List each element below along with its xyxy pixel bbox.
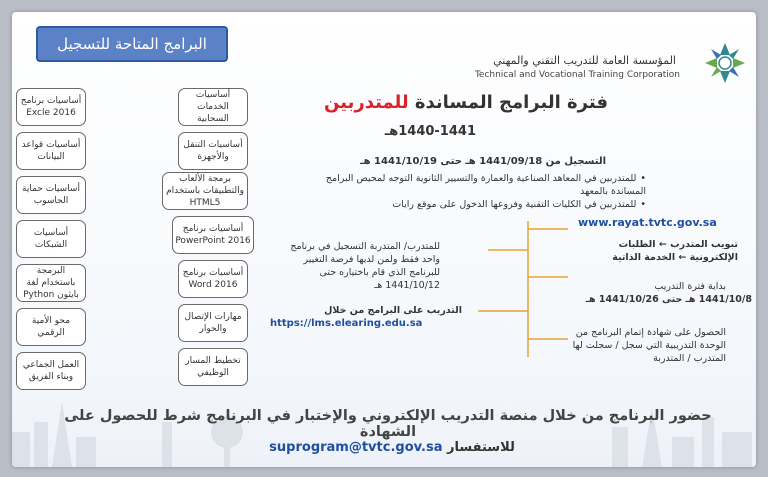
- contact-line: [222, 440, 562, 455]
- available-programs-title: البرامج المتاحة للتسجيل: [36, 26, 228, 62]
- bullet-colleges: • للمتدربين في الكليات التقنية وفروعها الدخول على موقع رايات: [316, 198, 646, 211]
- program-pill[interactable]: برمجة الألعاب والتطبيقات باستخدام HTML5: [162, 172, 248, 210]
- program-pill[interactable]: محو الأمية الرقمي: [16, 308, 86, 346]
- program-pill[interactable]: أساسيات الشبكات: [16, 220, 86, 258]
- bullet-institutes: • للمتدربين في المعاهد الصناعية والعمارة والتسيير الثانوية التوجه لمحيص البرامج المساندة بالمعهد: [316, 172, 646, 198]
- program-pill[interactable]: أساسيات برنامج PowerPoint 2016: [172, 216, 254, 254]
- attendance-requirement: حضور البرنامج من خلال منصة التدريب الإلكتروني والإختبار في البرنامج شرط للحصول على الشهادة: [64, 408, 712, 440]
- contact-email[interactable]: suprogram@tvtc.gov.sa: [269, 440, 443, 455]
- flyer-page: [12, 12, 756, 467]
- program-pill[interactable]: مهارات الإتصال والحوار: [178, 304, 248, 342]
- program-pill[interactable]: أساسيات برنامج Word 2016: [178, 260, 248, 298]
- program-pill[interactable]: أساسيات الخدمات السحابية: [178, 88, 248, 126]
- program-pill[interactable]: البرمجة باستخدام لغة بايثون Python: [16, 264, 86, 302]
- org-name-english: Technical and Vocational Training Corporation: [474, 70, 680, 80]
- program-pill[interactable]: أساسيات حماية الحاسوب: [16, 176, 86, 214]
- academic-year: 1440-1441هـ: [384, 124, 476, 139]
- heading-part2: للمتدربين: [324, 92, 409, 113]
- program-pill[interactable]: تخطيط المسار الوظيفي: [178, 348, 248, 386]
- registration-period: التسجيل من 1441/09/18 هـ حتى 1441/10/19 هـ: [360, 156, 606, 167]
- elearning-link[interactable]: https://lms.elearing.edu.sa: [270, 318, 423, 329]
- page-heading: [324, 92, 608, 113]
- tvtc-logo: [702, 40, 748, 86]
- rayat-navigation-path: تبويب المتدرب ← الطلبات الإلكترونية ← الخدمة الذاتية: [612, 239, 738, 263]
- rayat-link[interactable]: www.rayat.tvtc.gov.sa: [578, 216, 717, 229]
- contact-label: للاستفسار: [447, 440, 515, 455]
- single-program-rule: للمتدرب/ المتدربة التسجيل في برنامج واحد فقط ولمن لديها فرصة التغيير للبرنامج الذي قام باختياره حتى 1441/10/12 هـ: [290, 241, 440, 291]
- program-pill[interactable]: أساسيات برنامج Excle 2016: [16, 88, 86, 126]
- org-name-arabic: المؤسسة العامة للتدريب التقني والمهني: [493, 54, 676, 67]
- program-pill[interactable]: أساسيات قواعد البيانات: [16, 132, 86, 170]
- certificate-info: الحصول على شهادة إتمام البرنامج من الوحدة التدريبية التي سجل / سجلت لها المتدرب / المتدربة: [572, 327, 726, 364]
- heading-part1: فترة البرامج المساندة: [408, 92, 608, 113]
- training-start-label: بداية فترة التدريب: [654, 281, 726, 292]
- program-pill[interactable]: العمل الجماعي وبناء الفريق: [16, 352, 86, 390]
- training-start-dates: 1441/10/8 هـ حتى 1441/10/26 هـ: [585, 294, 752, 305]
- elearning-label: التدريب على البرامج من خلال: [324, 305, 462, 316]
- program-pill[interactable]: أساسيات التنقل والأجهزة: [178, 132, 248, 170]
